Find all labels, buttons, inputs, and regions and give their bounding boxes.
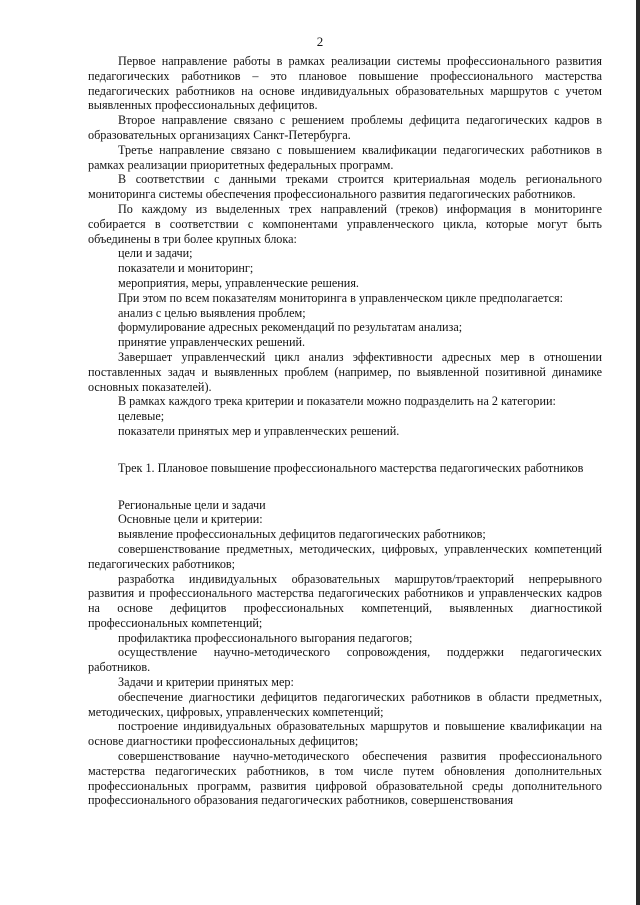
list-item: принятие управленческих решений. (118, 335, 306, 350)
tasks-heading: Задачи и критерии принятых мер: (118, 675, 294, 690)
document-body (88, 54, 602, 808)
list-item: совершенствование научно-методического обеспечения развития профессионального мастерства педагогических работников, в том числе путем обновления дополнительных профессиональных программ, развития цифровой образовательной среды дополнительного профессионального образования педагогических работников, совершенствования (88, 749, 602, 808)
list-item: цели и задачи; (118, 246, 193, 261)
list-item: целевые; (118, 409, 165, 424)
page-number: 2 (316, 34, 324, 49)
list-item: профилактика профессионального выгорания педагогов; (118, 630, 413, 645)
list-item: совершенствование предметных, методических, цифровых, управленческих компетенций педагогических работников; (88, 541, 602, 571)
list-item: разработка индивидуальных образовательных маршрутов/траекторий непрерывного развития и профессионального мастерства педагогических работников и управленческих кадров на основе дефицитов профессиональных компетенций, выявленных диагностикой профессиональных компетенций; (88, 571, 602, 630)
list-item: мероприятия, меры, управленческие решения. (118, 275, 359, 290)
track-1-heading: Трек 1. Плановое повышение профессионального мастерства педагогических работников (118, 460, 584, 475)
paragraph-direction-2: Второе направление связано с решением проблемы дефицита педагогических кадров в образовательных организациях Санкт-Петербурга. (88, 113, 602, 142)
paragraph-direction-1: Первое направление работы в рамках реализации системы профессионального развития педагогических работников – это плановое повышение профессионального мастерства педагогических работников на основе индивидуальных образовательных маршрутов с учетом выявленных профессиональных дефицитов. (88, 54, 602, 113)
list-item: осуществление научно-методического сопровождения, поддержки педагогических работников. (88, 645, 602, 675)
paragraph-monitoring-cycle: При этом по всем показателям мониторинга в управленческом цикле предполагается: (118, 290, 564, 305)
paragraph-cycle-conclusion: Завершает управленческий цикл анализ эффективности адресных мер в отношении поставленных задач и выявленных проблем (например, по выявленной позитивной динамике основных показателей). (88, 349, 602, 394)
regional-goals-heading: Региональные цели и задачи (118, 497, 266, 512)
paragraph-direction-3: Третье направление связано с повышением квалификации педагогических работников в рамках реализации приоритетных федеральных программ. (88, 142, 602, 172)
spacer (88, 476, 602, 498)
paragraph-criteria-categories: В рамках каждого трека критерии и показатели можно подразделить на 2 категории: (118, 394, 556, 409)
list-item: показатели принятых мер и управленческих решений. (118, 423, 400, 438)
page-edge-divider (636, 0, 640, 905)
main-goals-heading: Основные цели и критерии: (118, 512, 263, 527)
list-item: анализ с целью выявления проблем; (118, 305, 306, 320)
list-item: выявление профессиональных дефицитов педагогических работников; (118, 527, 486, 542)
list-item: показатели и мониторинг; (118, 261, 254, 276)
list-item: построение индивидуальных образовательных маршрутов и повышение квалификации на основе диагностики профессиональных дефицитов; (88, 719, 602, 749)
list-item: обеспечение диагностики дефицитов педагогических работников в области предметных, методических, цифровых, управленческих компетенций; (88, 689, 602, 719)
list-item: формулирование адресных рекомендаций по результатам анализа; (118, 320, 463, 335)
paragraph-tracks-info: По каждому из выделенных трех направлений (треков) информация в мониторинге собирается в соответствии с компонентами управленческого цикла, которые могут быть объединены в три более крупных блока: (88, 201, 602, 246)
paragraph-monitoring-model: В соответствии с данными треками строится критериальная модель регионального мониторинга системы обеспечения профессионального развития педагогических работников. (88, 172, 602, 202)
spacer (88, 439, 602, 461)
